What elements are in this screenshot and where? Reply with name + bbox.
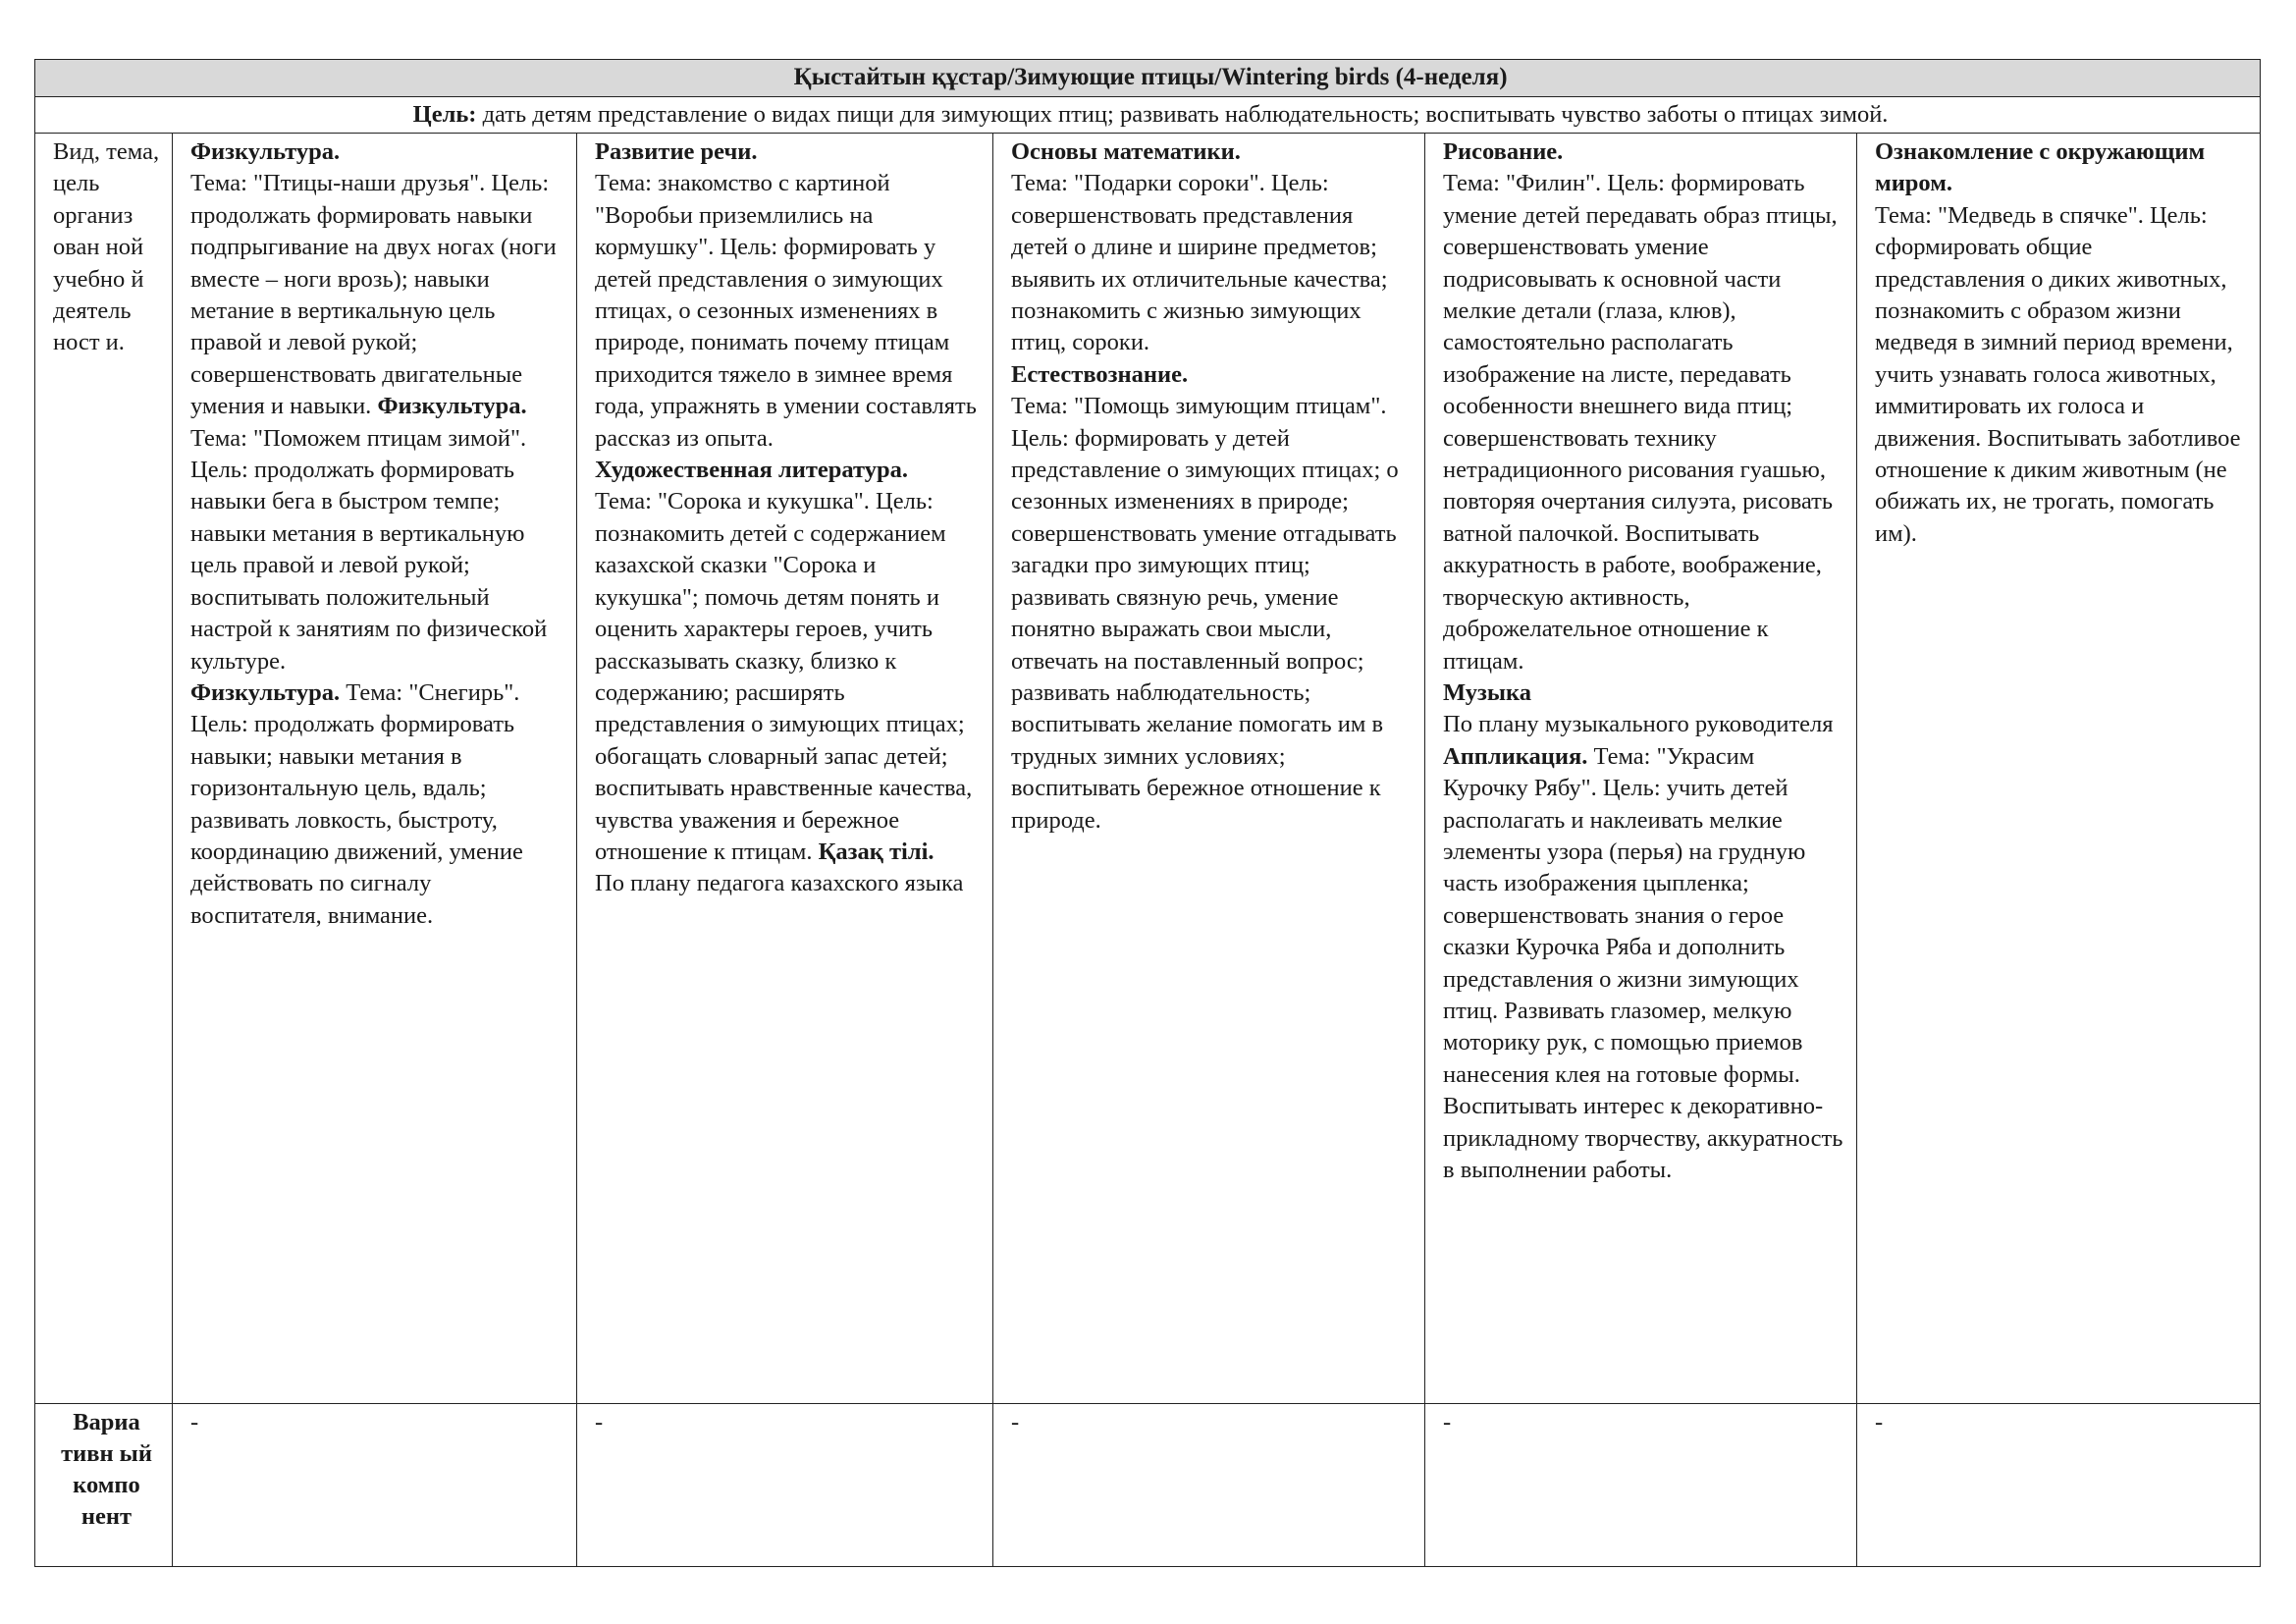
subject-heading: Физкультура. [377,393,527,420]
subject-heading: Художественная литература. [595,457,908,484]
subject-heading: Музыка [1443,678,1532,706]
lesson-text: Тема: "Филин". Цель: формировать умение детей передавать образ птицы, совершенствовать умение подрисовывать к основной части мелкие детали (глаза, клюв), самостоятельно располагать изображение на листе, передавать особенности внешнего вида птиц; совершенствовать технику нетрадиционного рисования гуашью, повторяя очертания силуэта, рисовать ватной палочкой. Воспитывать аккуратность в работе, воображение, творческую активность, доброжелательное отношение к птицам. [1443,170,1838,675]
lesson-text: Тема: "Украсим Курочку Рябу". Цель: учить детей располагать и наклеивать мелкие элементы узора (перья) на грудную часть изображения цыпленка; совершенствовать знания о герое сказки Курочка Ряба и дополнить представления о жизни зимующих птиц. Развивать глазомер, мелкую моторику рук, с помощью приемов нанесения клея на готовые формы. Воспитывать интерес к декоративно-прикладному творчеству, аккуратность в выполнении работы. [1443,742,1843,1183]
lesson-text: По плану музыкального руководителя [1443,711,1834,738]
lesson-text: Тема: "Снегирь". Цель: продолжать формировать навыки; навыки метания в горизонтальную цель, вдаль; развивать ловкость, быстроту, координацию движений, умение действовать по сигналу воспитателя, внимание. [190,678,523,929]
lesson-plan-page [34,59,2260,1567]
subject-heading: Физкультура. [190,678,341,706]
lesson-text: Тема: "Сорока и кукушка". Цель: познакомить детей с содержанием казахской сказки "Сорока и кукушка"; помочь детям понять и оценить характеры героев, учить рассказывать сказку, близко к содержанию; расширять представления о зимующих птицах; обогащать словарный запас детей; воспитывать нравственные качества, чувства уважения и бережное отношение к птицам. [595,488,973,865]
activities-row [35,134,2261,1404]
subject-heading: Развитие речи. [595,138,758,165]
lesson-text: По плану педагога казахского языка [595,870,964,897]
lesson-text: Тема: "Медведь в спячке". Цель: сформировать общие представления о диких животных, познакомить с образом жизни медведя в зимний период времени, учить узнавать голоса животных, иммитировать их голоса и движения. Воспитывать заботливое отношение к диким животным (не обижать их, не трогать, помогать им). [1875,201,2241,547]
subject-heading: Қазақ тілі. [818,838,934,865]
weekly-plan-table [34,59,2261,1567]
variative-cell-5: - [1857,1404,2261,1567]
plan-title: Қыстайтын құстар/Зимующие птицы/Wintering birds (4-неделя) [35,60,2261,97]
plan-goal [35,97,2261,134]
lesson-text: Тема: "Подарки сороки". Цель: совершенствовать представления детей о длине и ширине предметов; выявить их отличительные качества; познакомить с жизнью зимующих птиц, сороки. [1011,170,1388,356]
variative-row [35,1404,2261,1567]
lesson-text: Тема: знакомство с картиной "Воробьи приземлились на кормушку". Цель: формировать у детей представления о зимующих птицах, о сезонных изменениях в природе, понимать почему птицам приходится тяжело в зимнее время года, упражнять в умении составлять рассказ из опыта. [595,170,977,452]
subject-heading: Аппликация. [1443,742,1588,770]
variative-cell-2: - [577,1404,993,1567]
column-cell-4 [1425,134,1857,1404]
column-cell-3 [993,134,1425,1404]
lesson-text: Тема: "Помощь зимующим птицам". Цель: формировать у детей представление о зимующих птицах; о сезонных изменениях в природе; совершенствовать умение отгадывать загадки про зимующих птиц; развивать связную речь, умение понятно выражать свои мысли, отвечать на поставленный вопрос; развивать наблюдательность; воспитывать желание помогать им в трудных зимних условиях; воспитывать бережное отношение к природе. [1011,393,1399,834]
subject-heading: Рисование. [1443,138,1564,165]
column-cell-1 [173,134,577,1404]
goal-row [35,97,2261,134]
subject-heading: Основы математики. [1011,138,1241,165]
subject-heading: Ознакомление с окружающим миром. [1875,138,2206,197]
variative-cell-1: - [173,1404,577,1567]
lesson-text: Тема: "Птицы-наши друзья". Цель: продолжать формировать навыки подпрыгивание на двух ногах (ноги вместе – ноги врозь); навыки метание в вертикальную цель правой и левой рукой; совершенствовать двигательные умения и навыки. [190,170,557,420]
subject-heading: Физкультура. [190,138,341,165]
column-cell-2 [577,134,993,1404]
variative-cell-4: - [1425,1404,1857,1567]
column-cell-5 [1857,134,2261,1404]
subject-heading: Естествознание. [1011,360,1189,388]
goal-label: Цель: [412,101,477,128]
lesson-text: Тема: "Поможем птицам зимой". Цель: продолжать формировать навыки бега в быстром темпе; навыки метания в вертикальную цель правой и левой рукой; воспитывать положительный настрой к занятиям по физической культуре. [190,424,548,675]
variative-cell-3: - [993,1404,1425,1567]
goal-text: дать детям представление о видах пищи для зимующих птиц; развивать наблюдательность; воспитывать чувство заботы о птицах зимой. [476,101,1889,128]
row-label-activities: Вид, тема, цель организ ован ной учебно й деятель ност и. [35,134,173,1404]
title-row [35,60,2261,97]
row-label-variative: Вариа тивн ый компо нент [35,1404,173,1567]
